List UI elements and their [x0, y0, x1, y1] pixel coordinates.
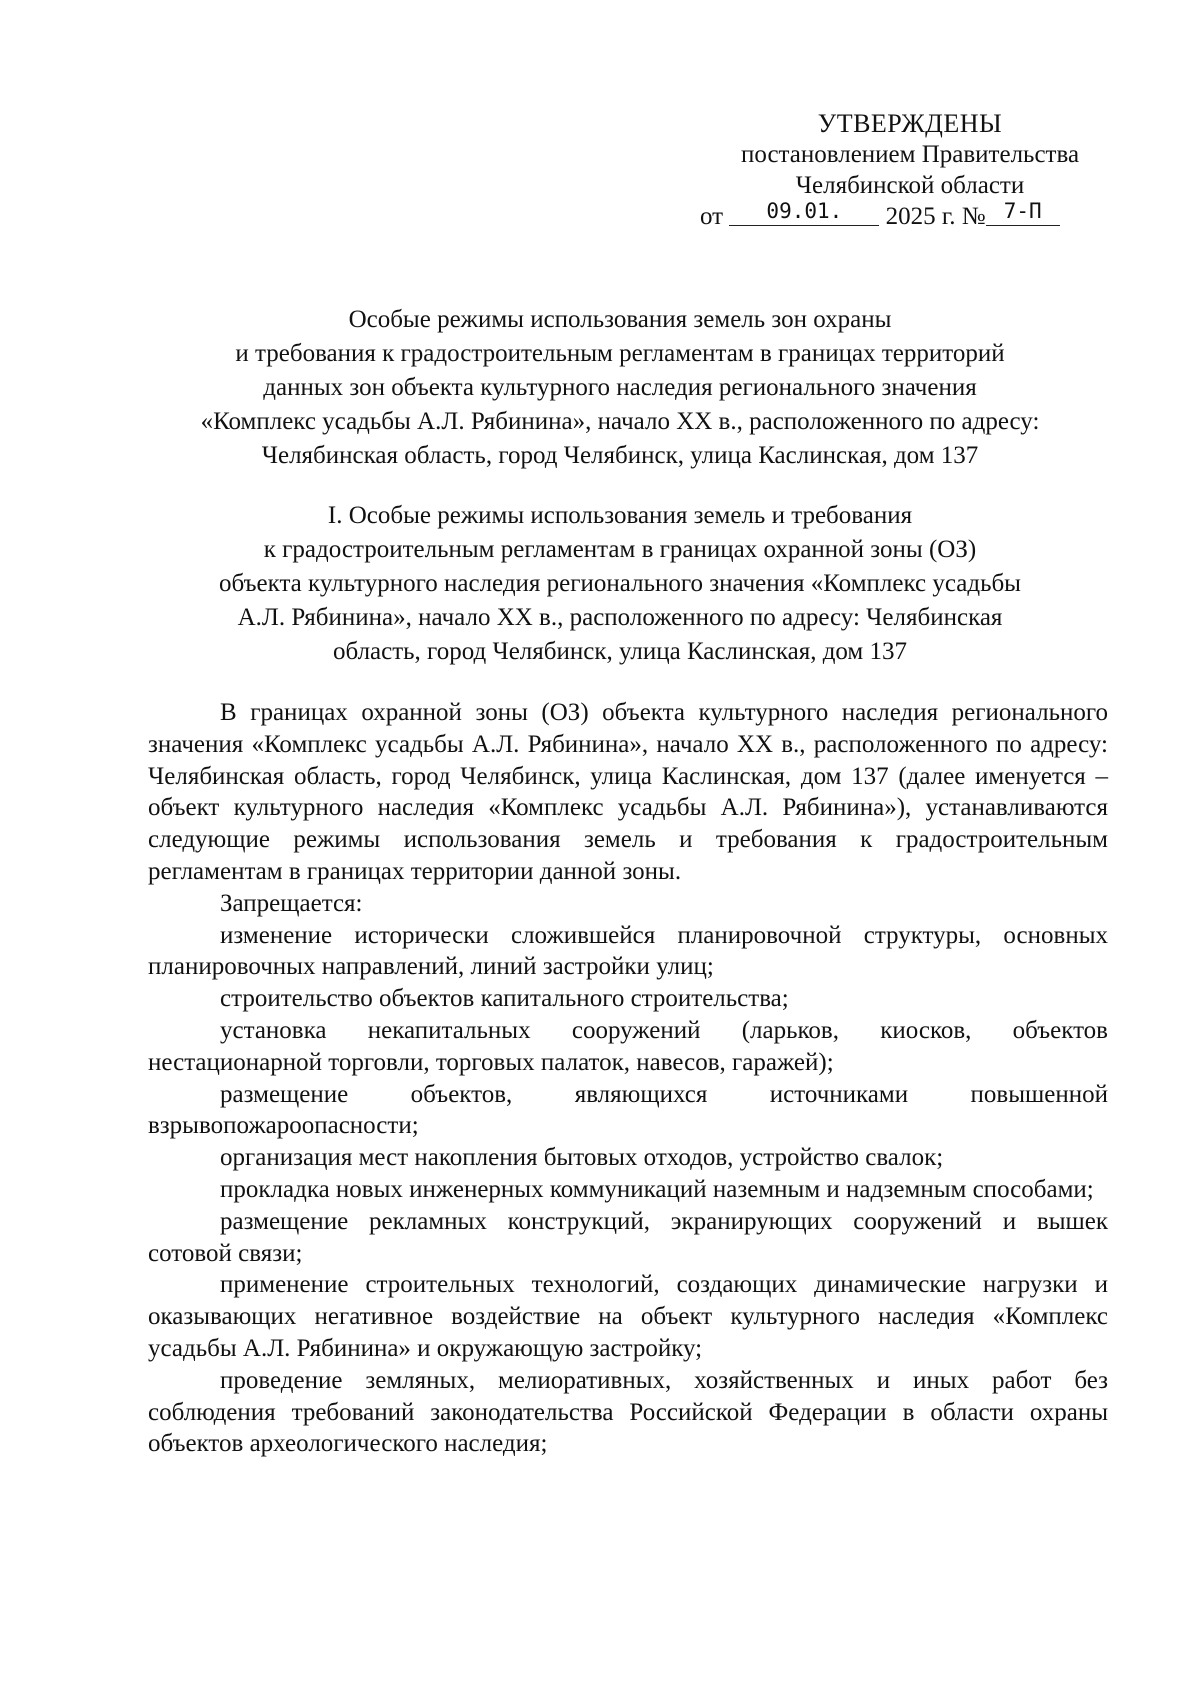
prohibition-item: изменение исторически сложившейся планировочной структуры, основных планировочных направлений, линий застройки улиц; — [148, 921, 1108, 981]
approval-dateline — [700, 201, 1120, 232]
from-label: от — [700, 203, 724, 230]
prohibition-item: прокладка новых инженерных коммуникаций наземным и надземным способами; — [220, 1175, 1094, 1203]
section-title — [130, 499, 1110, 669]
title-line-1: Особые режимы использования земель зон охраны — [348, 306, 892, 333]
section-line-5: область, город Челябинск, улица Каслинская, дом 137 — [332, 638, 908, 665]
date-blank — [729, 201, 879, 226]
date-value: 09.01. — [766, 199, 843, 223]
prohibition-item: строительство объектов капитального строительства; — [220, 985, 789, 1013]
section-line-2: к градостроительным регламентам в границах охранной зоны (ОЗ) — [263, 536, 977, 563]
year-number-label: 2025 г. № — [885, 203, 986, 230]
prohibition-item: применение строительных технологий, создающих динамические нагрузки и оказывающих негативное воздействие на объект культурного наследия «Комплекс усадьбы А.Л. Рябинина» и окружающую застройку; — [148, 1271, 1108, 1362]
prohibition-item: размещение рекламных конструкций, экранирующих сооружений и вышек сотовой связи; — [148, 1207, 1108, 1267]
title-line-2: и требования к градостроительным регламентам в границах территорий — [235, 340, 1005, 367]
approval-line-1: постановлением Правительства — [740, 141, 1080, 168]
section-line-1: I. Особые режимы использования земель и требования — [327, 502, 913, 529]
prohibition-item: установка некапитальных сооружений (ларьков, киосков, объектов нестационарной торговли, торговых палаток, навесов, гаражей); — [148, 1016, 1108, 1076]
section-line-3: объекта культурного наследия регионального значения «Комплекс усадьбы — [219, 570, 1021, 597]
document-body — [148, 697, 1108, 1460]
intro-paragraph: В границах охранной зоны (ОЗ) объекта культурного наследия регионального значения «Комплекс усадьбы А.Л. Рябинина», начало XX в., расположенного по адресу: Челябинская область, город Челябинск, улица Каслинская, дом 137 (далее именуется – объект культурного наследия «Комплекс усадьбы А.Л. Рябинина»), устанавливаются следующие режимы использования земель и требования к градостроительным регламентам в границах территории данной зоны. — [148, 699, 1108, 885]
title-line-4: «Комплекс усадьбы А.Л. Рябинина», начало XX в., расположенного по адресу: — [200, 408, 1040, 435]
prohibition-item: размещение объектов, являющихся источниками повышенной взрывопожароопасности; — [148, 1080, 1108, 1140]
approval-block — [700, 108, 1120, 232]
prohibited-label: Запрещается: — [220, 889, 363, 917]
title-line-5: Челябинская область, город Челябинск, улица Каслинская, дом 137 — [261, 442, 979, 469]
section-line-4: А.Л. Рябинина», начало XX в., расположенного по адресу: Челябинская — [237, 604, 1003, 631]
document-title — [130, 303, 1110, 473]
number-value: 7-П — [1003, 199, 1042, 223]
title-line-3: данных зон объекта культурного наследия регионального значения — [263, 374, 977, 401]
approval-line-2: Челябинской области — [795, 172, 1025, 199]
prohibition-item: организация мест накопления бытовых отходов, устройство свалок; — [220, 1144, 944, 1172]
number-blank — [986, 201, 1060, 226]
approval-heading: УТВЕРЖДЕНЫ — [817, 109, 1003, 138]
prohibition-item: проведение земляных, мелиоративных, хозяйственных и иных работ без соблюдения требований законодательства Российской Федерации в области охраны объектов археологического наследия; — [148, 1366, 1108, 1458]
